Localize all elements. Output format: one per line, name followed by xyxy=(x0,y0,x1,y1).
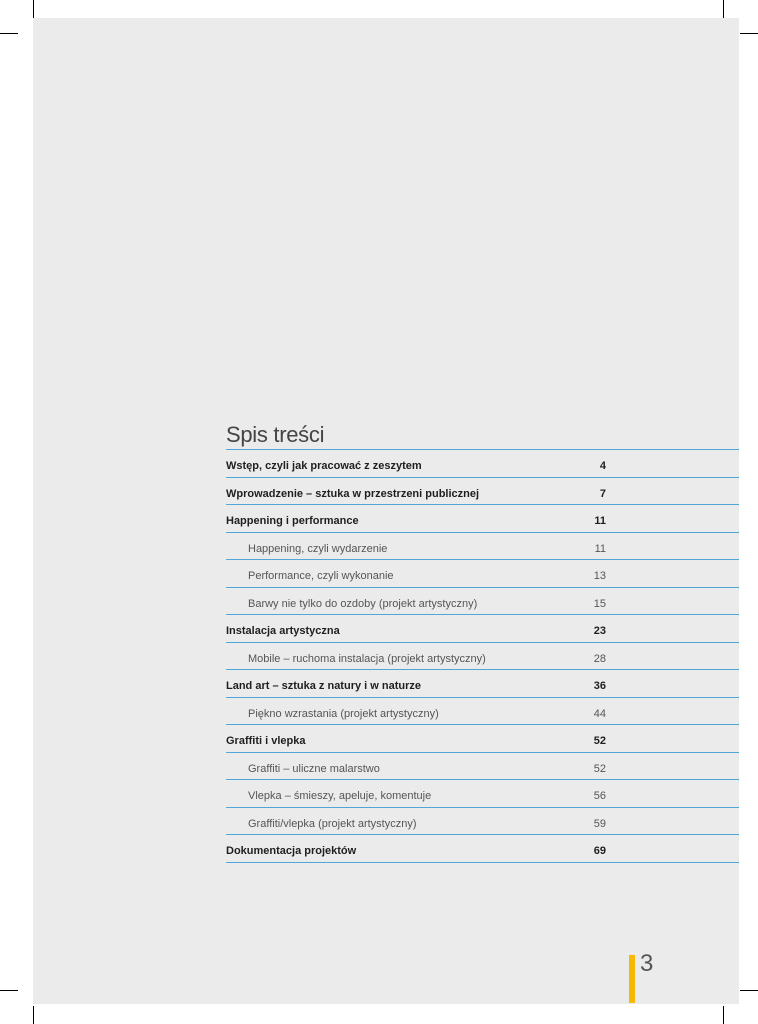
crop-mark-bottom-left-vertical xyxy=(33,1006,34,1024)
crop-mark-top-right-vertical xyxy=(723,0,724,18)
table-of-contents xyxy=(226,421,739,863)
toc-entry-label: Instalacja artystyczna xyxy=(226,625,340,637)
crop-mark-top-left-vertical xyxy=(33,0,34,18)
toc-entry-page-number: 44 xyxy=(593,707,606,720)
toc-entry-label: Barwy nie tylko do ozdoby (projekt artystyczny) xyxy=(248,597,478,610)
toc-entry-label: Happening i performance xyxy=(226,515,359,527)
toc-entry-label: Graffiti/vlepka (projekt artystyczny) xyxy=(248,817,417,830)
toc-entry-page-number: 56 xyxy=(593,790,606,802)
toc-entry-label: Land art – sztuka z natury i w naturze xyxy=(226,680,421,692)
toc-entry-page-number: 59 xyxy=(593,817,606,830)
toc-chapter-row xyxy=(226,835,739,863)
toc-chapter-row xyxy=(226,725,739,753)
crop-mark-bottom-left-horizontal xyxy=(0,990,18,991)
toc-entry-label: Wprowadzenie – sztuka w przestrzeni publicznej xyxy=(226,487,480,500)
toc-section-row xyxy=(226,643,739,671)
toc-entry-page-number: 11 xyxy=(594,515,606,527)
toc-section-row xyxy=(226,560,739,588)
toc-section-row xyxy=(226,588,739,616)
page-number: 3 xyxy=(640,950,654,977)
toc-entry-label: Vlepka – śmieszy, apeluje, komentuje xyxy=(248,790,432,802)
toc-heading xyxy=(226,421,739,450)
toc-section-row xyxy=(226,808,739,836)
toc-entry-label: Wstęp, czyli jak pracować z zeszytem xyxy=(226,460,422,472)
toc-entry-page-number: 36 xyxy=(593,680,606,692)
toc-entry-label: Performance, czyli wykonanie xyxy=(248,570,394,582)
crop-mark-bottom-right-vertical xyxy=(723,1006,724,1024)
toc-chapter-row xyxy=(226,505,739,533)
toc-chapter-row xyxy=(226,615,739,643)
toc-entry-label: Piękno wzrastania (projekt artystyczny) xyxy=(248,707,439,720)
toc-entry-label: Happening, czyli wydarzenie xyxy=(248,542,388,555)
crop-mark-top-right-horizontal xyxy=(740,33,758,34)
toc-section-row xyxy=(226,753,739,781)
toc-entry-label: Mobile – ruchoma instalacja (projekt artystyczny) xyxy=(248,652,486,665)
toc-entry-page-number: 15 xyxy=(593,597,606,610)
toc-chapter-row xyxy=(226,670,739,698)
toc-chapter-row xyxy=(226,478,739,506)
page-folio xyxy=(629,950,669,1003)
toc-section-row xyxy=(226,780,739,808)
folio-accent-bar xyxy=(629,955,635,1003)
toc-entry-page-number: 7 xyxy=(599,487,606,500)
toc-entry-label: Graffiti – uliczne malarstwo xyxy=(248,762,380,775)
crop-mark-bottom-right-horizontal xyxy=(740,990,758,991)
toc-entry-page-number: 11 xyxy=(594,542,606,555)
toc-entry-page-number: 13 xyxy=(593,570,606,582)
toc-entry-page-number: 52 xyxy=(593,762,606,775)
toc-section-row xyxy=(226,698,739,726)
toc-entry-label: Graffiti i vlepka xyxy=(226,735,306,747)
toc-list xyxy=(226,450,739,863)
toc-entry-page-number: 69 xyxy=(593,845,606,857)
toc-entry-label: Dokumentacja projektów xyxy=(226,845,357,857)
toc-entry-page-number: 52 xyxy=(593,735,606,747)
crop-mark-top-left-horizontal xyxy=(0,33,18,34)
toc-heading-text: Spis treści xyxy=(226,422,325,447)
toc-entry-page-number: 23 xyxy=(593,625,606,637)
toc-section-row xyxy=(226,533,739,561)
toc-chapter-row xyxy=(226,450,739,478)
toc-entry-page-number: 4 xyxy=(599,460,606,472)
toc-entry-page-number: 28 xyxy=(593,652,606,665)
